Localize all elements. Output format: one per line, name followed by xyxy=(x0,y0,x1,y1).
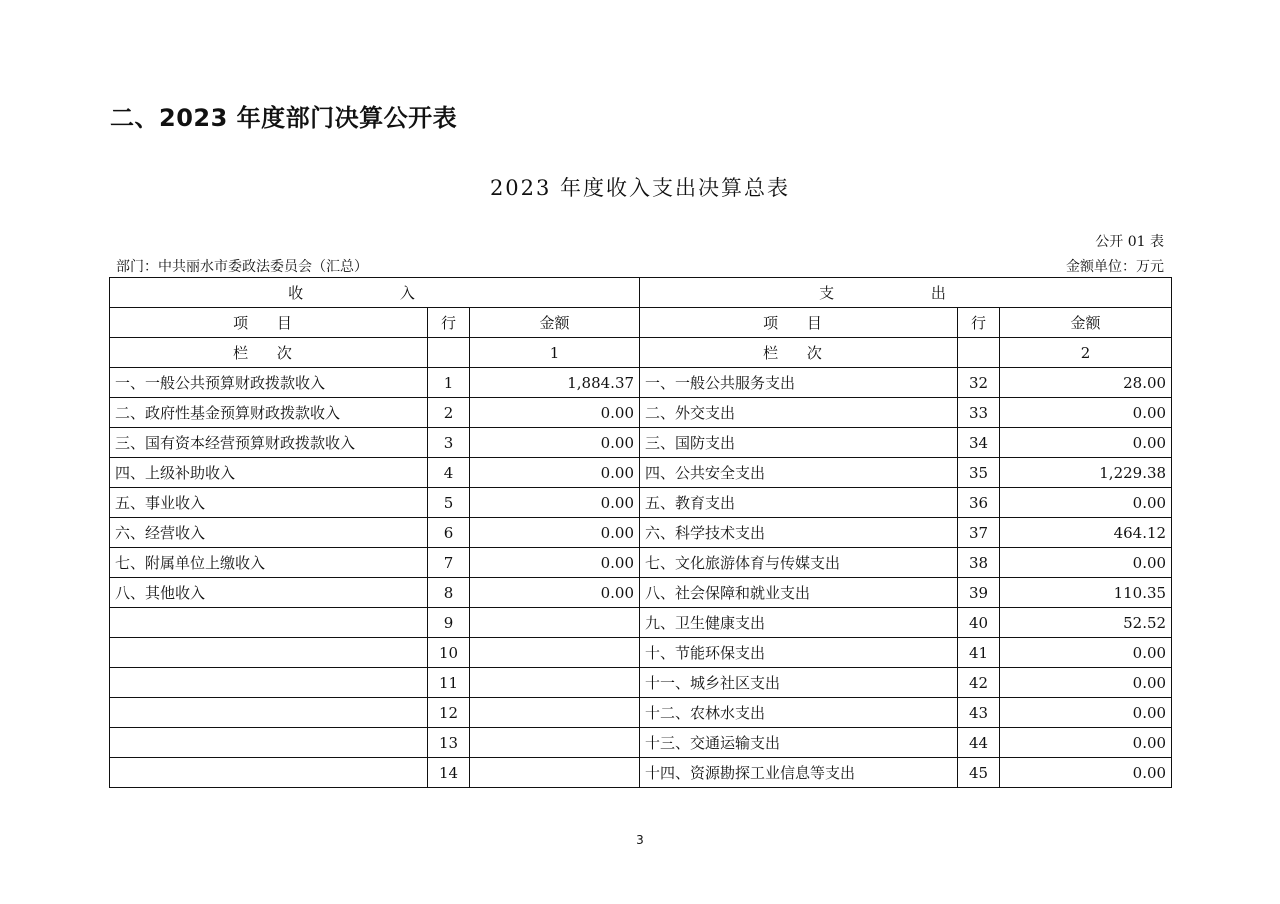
expense-row-number: 34 xyxy=(958,428,1000,458)
table-row xyxy=(110,518,1172,548)
form-code: 公开 01 表 xyxy=(1095,234,1164,250)
expense-amount: 110.35 xyxy=(1000,578,1172,608)
expense-row-number: 35 xyxy=(958,458,1000,488)
expense-row-number: 41 xyxy=(958,638,1000,668)
section-title: 二、2023 年度部门决算公开表 xyxy=(110,104,458,132)
income-amount xyxy=(470,638,640,668)
expense-amount: 28.00 xyxy=(1000,368,1172,398)
expense-row-number: 38 xyxy=(958,548,1000,578)
income-row-number: 4 xyxy=(428,458,470,488)
expense-row-blank xyxy=(958,338,1000,368)
income-amount-header: 金额 xyxy=(470,308,640,338)
income-item xyxy=(110,638,428,668)
table-row xyxy=(110,428,1172,458)
expense-item: 十四、资源勘探工业信息等支出 xyxy=(640,758,958,788)
income-amount xyxy=(470,608,640,638)
income-item: 五、事业收入 xyxy=(110,488,428,518)
table-row xyxy=(110,758,1172,788)
expense-row-header: 行 xyxy=(958,308,1000,338)
income-amount xyxy=(470,668,640,698)
expense-item: 八、社会保障和就业支出 xyxy=(640,578,958,608)
expense-item: 七、文化旅游体育与传媒支出 xyxy=(640,548,958,578)
income-item: 六、经营收入 xyxy=(110,518,428,548)
expense-item: 二、外交支出 xyxy=(640,398,958,428)
income-row-number: 12 xyxy=(428,698,470,728)
income-item: 三、国有资本经营预算财政拨款收入 xyxy=(110,428,428,458)
expense-item: 四、公共安全支出 xyxy=(640,458,958,488)
income-section-header: 收 入 xyxy=(110,278,640,308)
expense-row-number: 45 xyxy=(958,758,1000,788)
expense-amount: 0.00 xyxy=(1000,698,1172,728)
income-row-number: 7 xyxy=(428,548,470,578)
table-row xyxy=(110,398,1172,428)
income-row-number: 13 xyxy=(428,728,470,758)
expense-column-label: 栏 次 xyxy=(640,338,958,368)
expense-amount-header: 金额 xyxy=(1000,308,1172,338)
expense-item: 十三、交通运输支出 xyxy=(640,728,958,758)
income-column-number: 1 xyxy=(470,338,640,368)
expense-item: 一、一般公共服务支出 xyxy=(640,368,958,398)
income-row-number: 5 xyxy=(428,488,470,518)
table-row xyxy=(110,488,1172,518)
expense-column-number: 2 xyxy=(1000,338,1172,368)
expense-amount: 0.00 xyxy=(1000,728,1172,758)
expense-item: 六、科学技术支出 xyxy=(640,518,958,548)
income-item: 四、上级补助收入 xyxy=(110,458,428,488)
expense-amount: 0.00 xyxy=(1000,428,1172,458)
income-amount: 1,884.37 xyxy=(470,368,640,398)
income-amount xyxy=(470,758,640,788)
income-row-number: 2 xyxy=(428,398,470,428)
expense-item: 五、教育支出 xyxy=(640,488,958,518)
header-row-sections xyxy=(110,278,1172,308)
expense-row-number: 33 xyxy=(958,398,1000,428)
income-amount: 0.00 xyxy=(470,548,640,578)
expense-amount: 0.00 xyxy=(1000,758,1172,788)
expense-row-number: 44 xyxy=(958,728,1000,758)
table-row xyxy=(110,638,1172,668)
expense-item: 三、国防支出 xyxy=(640,428,958,458)
expense-row-number: 42 xyxy=(958,668,1000,698)
income-amount: 0.00 xyxy=(470,398,640,428)
expense-item: 九、卫生健康支出 xyxy=(640,608,958,638)
expense-item: 十一、城乡社区支出 xyxy=(640,668,958,698)
expense-item: 十二、农林水支出 xyxy=(640,698,958,728)
income-item xyxy=(110,758,428,788)
income-row-number: 8 xyxy=(428,578,470,608)
income-item xyxy=(110,608,428,638)
department-label: 部门：中共丽水市委政法委员会（汇总） xyxy=(116,259,368,275)
table-row xyxy=(110,458,1172,488)
income-item: 八、其他收入 xyxy=(110,578,428,608)
income-item-header: 项 目 xyxy=(110,308,428,338)
income-amount: 0.00 xyxy=(470,458,640,488)
table-row xyxy=(110,698,1172,728)
table-row xyxy=(110,668,1172,698)
income-row-number: 6 xyxy=(428,518,470,548)
table-row xyxy=(110,368,1172,398)
expense-item-header: 项 目 xyxy=(640,308,958,338)
page-number: 3 xyxy=(636,833,644,847)
income-row-number: 1 xyxy=(428,368,470,398)
expense-row-number: 40 xyxy=(958,608,1000,638)
header-row-columns xyxy=(110,308,1172,338)
income-row-number: 11 xyxy=(428,668,470,698)
expense-item: 十、节能环保支出 xyxy=(640,638,958,668)
expense-amount: 0.00 xyxy=(1000,398,1172,428)
expense-amount: 464.12 xyxy=(1000,518,1172,548)
income-item xyxy=(110,668,428,698)
income-row-header: 行 xyxy=(428,308,470,338)
income-column-label: 栏 次 xyxy=(110,338,428,368)
expense-row-number: 43 xyxy=(958,698,1000,728)
table-title: 2023 年度收入支出决算总表 xyxy=(489,176,791,200)
income-amount: 0.00 xyxy=(470,428,640,458)
expense-row-number: 32 xyxy=(958,368,1000,398)
income-row-number: 14 xyxy=(428,758,470,788)
expense-amount: 0.00 xyxy=(1000,668,1172,698)
income-item: 一、一般公共预算财政拨款收入 xyxy=(110,368,428,398)
table-row xyxy=(110,728,1172,758)
expense-amount: 0.00 xyxy=(1000,488,1172,518)
income-row-blank xyxy=(428,338,470,368)
expense-row-number: 39 xyxy=(958,578,1000,608)
table-row xyxy=(110,578,1172,608)
income-item: 二、政府性基金预算财政拨款收入 xyxy=(110,398,428,428)
income-amount: 0.00 xyxy=(470,518,640,548)
income-row-number: 10 xyxy=(428,638,470,668)
expense-amount: 52.52 xyxy=(1000,608,1172,638)
amount-unit-label: 金额单位：万元 xyxy=(1066,259,1164,275)
income-amount xyxy=(470,698,640,728)
income-expense-table xyxy=(109,277,1172,788)
income-item xyxy=(110,698,428,728)
expense-section-header: 支 出 xyxy=(640,278,1172,308)
income-amount xyxy=(470,728,640,758)
income-amount: 0.00 xyxy=(470,578,640,608)
header-row-column-numbers xyxy=(110,338,1172,368)
table-row xyxy=(110,608,1172,638)
income-row-number: 9 xyxy=(428,608,470,638)
expense-amount: 0.00 xyxy=(1000,548,1172,578)
expense-amount: 1,229.38 xyxy=(1000,458,1172,488)
income-item xyxy=(110,728,428,758)
income-item: 七、附属单位上缴收入 xyxy=(110,548,428,578)
expense-row-number: 37 xyxy=(958,518,1000,548)
table-row xyxy=(110,548,1172,578)
income-amount: 0.00 xyxy=(470,488,640,518)
expense-row-number: 36 xyxy=(958,488,1000,518)
expense-amount: 0.00 xyxy=(1000,638,1172,668)
income-row-number: 3 xyxy=(428,428,470,458)
